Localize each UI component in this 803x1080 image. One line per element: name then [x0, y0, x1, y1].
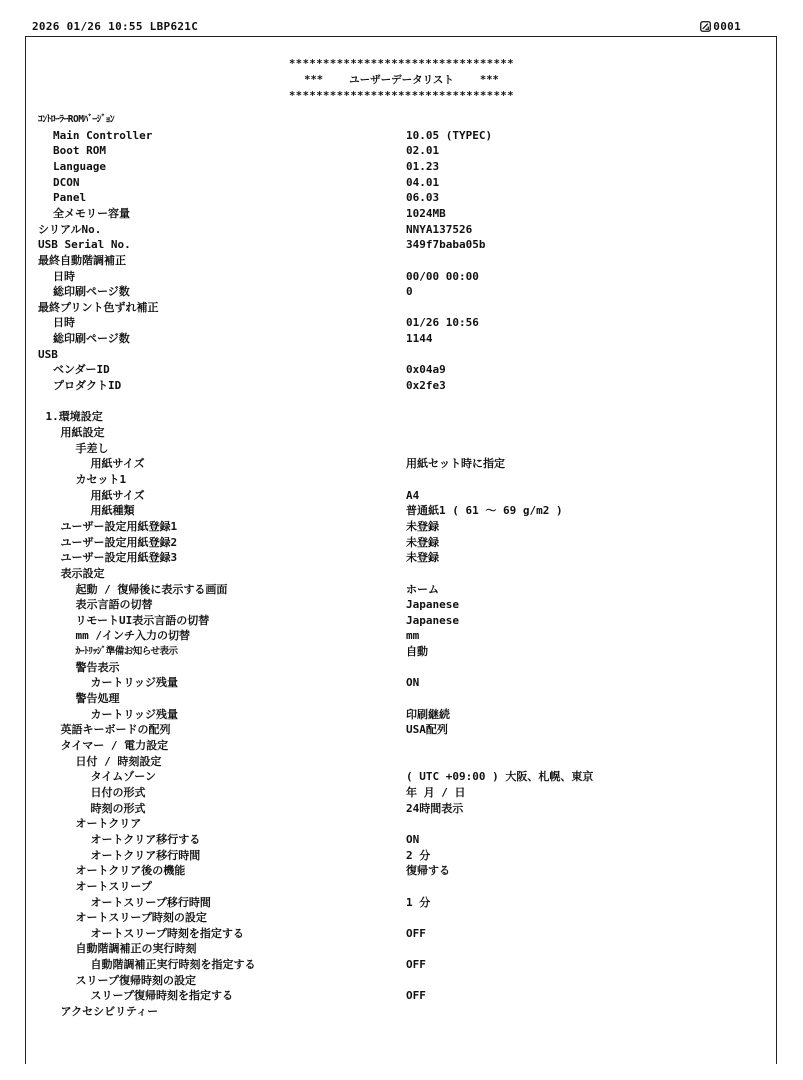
setting-label: オートスリープ移行時間	[90, 895, 211, 909]
setting-value: 24時間表示	[406, 801, 464, 815]
setting-value: 1 分	[406, 895, 431, 909]
setting-label: カートリッジ残量	[90, 676, 179, 690]
setting-row	[0, 331, 803, 347]
setting-label: ｺﾝﾄﾛｰﾗｰROMﾊﾞｰｼﾞｮﾝ	[38, 114, 115, 125]
setting-row	[0, 848, 803, 864]
setting-row	[0, 237, 803, 253]
setting-label: オートクリア後の機能	[75, 864, 186, 878]
setting-value: 349f7baba05b	[406, 238, 486, 252]
setting-label: DCON	[53, 175, 80, 189]
setting-label: 英語キーボードの配列	[60, 723, 171, 737]
setting-label: Panel	[53, 191, 87, 205]
setting-label: タイマー / 電力設定	[60, 739, 169, 752]
setting-value: ( UTC +09:00 ) 大阪、札幌、東京	[406, 770, 594, 784]
setting-row	[0, 957, 803, 973]
setting-label: 最終自動階調補正	[38, 253, 126, 267]
setting-row	[0, 409, 803, 425]
setting-label: Language	[53, 159, 106, 173]
setting-label: 日時	[53, 316, 75, 330]
setting-row	[0, 926, 803, 942]
setting-row	[0, 143, 803, 159]
report-header	[32, 20, 741, 36]
setting-value: 0x04a9	[406, 363, 446, 377]
setting-value: 0x2fe3	[406, 379, 446, 393]
setting-row	[0, 472, 803, 488]
setting-row	[0, 910, 803, 926]
setting-label: ユーザー設定用紙登録1	[60, 519, 178, 533]
setting-value: 1144	[406, 332, 433, 346]
setting-row	[0, 613, 803, 629]
print-datetime-model: 2026 01/26 10:55 LBP621C	[32, 20, 199, 33]
setting-value: OFF	[406, 926, 426, 940]
setting-row	[0, 973, 803, 989]
setting-label: 用紙種類	[90, 504, 135, 518]
setting-row	[0, 769, 803, 785]
setting-row	[0, 566, 803, 582]
setting-label: 用紙サイズ	[90, 488, 145, 502]
setting-value: A4	[406, 488, 420, 502]
setting-row	[0, 832, 803, 848]
setting-value: 未登録	[406, 535, 439, 549]
banner-stars-left: ***	[304, 74, 324, 86]
setting-label: シリアルNo.	[38, 222, 102, 236]
setting-value: 1024MB	[406, 206, 446, 220]
setting-label: 1.環境設定	[45, 410, 103, 424]
setting-row	[0, 816, 803, 832]
setting-value: 01.23	[406, 159, 440, 173]
setting-value: 01/26 10:56	[406, 316, 479, 330]
setting-label: 時刻の形式	[90, 801, 146, 815]
setting-value: OFF	[406, 958, 426, 972]
setting-row	[0, 895, 803, 911]
setting-row	[0, 175, 803, 191]
setting-label: オートスリープ	[75, 879, 152, 893]
setting-label: 警告表示	[75, 660, 120, 674]
setting-label: ベンダーID	[53, 363, 110, 377]
setting-value: ON	[406, 676, 420, 690]
setting-label: 最終プリント色ずれ補正	[38, 300, 159, 314]
setting-row	[0, 112, 803, 128]
setting-label: リモートUI表示言語の切替	[75, 613, 210, 627]
page-icon	[700, 21, 711, 32]
setting-row	[0, 269, 803, 285]
setting-label: 警告処理	[75, 692, 120, 706]
setting-label: スリープ復帰時刻を指定する	[90, 989, 233, 1003]
setting-row	[0, 488, 803, 504]
setting-label: オートクリア	[75, 817, 142, 831]
setting-row	[0, 300, 803, 316]
setting-row	[0, 347, 803, 363]
setting-value: 00/00 00:00	[406, 269, 479, 283]
banner-stars-top: *********************************	[288, 58, 515, 70]
banner-stars-right: ***	[479, 74, 499, 86]
setting-row	[0, 660, 803, 676]
setting-value: Japanese	[406, 598, 459, 612]
banner-title-line	[0, 72, 803, 88]
setting-label: 全メモリー容量	[53, 206, 130, 220]
setting-label: プロダクトID	[53, 379, 122, 393]
setting-row	[0, 456, 803, 472]
setting-row	[0, 394, 803, 410]
setting-row	[0, 941, 803, 957]
setting-label: 手差し	[75, 441, 109, 455]
setting-label: 日付の形式	[90, 785, 146, 799]
setting-label: オートスリープ時刻の設定	[75, 911, 207, 925]
setting-value: ホーム	[406, 582, 439, 596]
setting-value: 復帰する	[406, 864, 450, 878]
setting-row	[0, 707, 803, 723]
setting-label: 用紙設定	[60, 426, 105, 439]
setting-row	[0, 315, 803, 331]
setting-label: Boot ROM	[53, 144, 106, 158]
setting-row	[0, 597, 803, 613]
list-title-banner	[0, 56, 803, 104]
setting-value: Japanese	[406, 613, 459, 627]
setting-label: オートスリープ時刻を指定する	[90, 926, 244, 940]
setting-row	[0, 503, 803, 519]
setting-row	[0, 128, 803, 144]
setting-value: 用紙セット時に指定	[406, 457, 505, 471]
setting-label: オートクリア移行時間	[90, 848, 201, 862]
setting-value: 自動	[406, 645, 428, 659]
setting-value: 10.05 (TYPEC)	[406, 128, 493, 142]
setting-label: 用紙サイズ	[90, 457, 145, 471]
setting-label: ｶｰﾄﾘｯｼﾞ準備お知らせ表示	[75, 646, 178, 658]
setting-row	[0, 582, 803, 598]
page-number	[700, 20, 741, 33]
setting-value: ON	[406, 832, 420, 846]
setting-row	[0, 550, 803, 566]
setting-row	[0, 425, 803, 441]
setting-label: 表示設定	[60, 566, 105, 580]
setting-row	[0, 378, 803, 394]
setting-row	[0, 284, 803, 300]
setting-value: mm	[406, 629, 420, 643]
setting-row	[0, 644, 803, 660]
setting-label: カートリッジ残量	[90, 707, 179, 721]
banner-stars-bottom: *********************************	[288, 90, 515, 102]
setting-label: 総印刷ページ数	[53, 285, 130, 299]
setting-label: 自動階調補正実行時刻を指定する	[90, 958, 256, 972]
setting-label: 自動階調補正の実行時刻	[75, 942, 197, 956]
setting-label: アクセシビリティー	[60, 1005, 159, 1019]
setting-label: 日付 / 時刻設定	[75, 754, 162, 768]
setting-label: Main Controller	[53, 128, 153, 142]
setting-row	[0, 675, 803, 691]
setting-label: オートクリア移行する	[90, 832, 201, 846]
setting-label: スリープ復帰時刻の設定	[75, 973, 196, 987]
setting-value: 印刷継続	[406, 707, 450, 721]
setting-value: 04.01	[406, 175, 440, 189]
setting-row	[0, 801, 803, 817]
setting-value: 06.03	[406, 191, 440, 205]
setting-value: 普通紙1 ( 61 ～ 69 g/m2 )	[406, 504, 563, 518]
setting-label: USB	[38, 347, 58, 361]
setting-value: 2 分	[406, 848, 431, 862]
setting-row	[0, 441, 803, 457]
setting-row	[0, 691, 803, 707]
setting-label: 日時	[53, 269, 75, 283]
setting-row	[0, 628, 803, 644]
setting-value: 02.01	[406, 144, 440, 158]
setting-row	[0, 206, 803, 222]
setting-value: USA配列	[406, 723, 448, 737]
list-title: ユーザーデータリスト	[349, 74, 454, 86]
setting-label: ユーザー設定用紙登録3	[60, 551, 178, 565]
setting-label: USB Serial No.	[38, 238, 131, 252]
setting-label: mm /インチ入力の切替	[75, 629, 190, 643]
setting-value: 年 月 / 日	[406, 785, 466, 799]
page-number-text: 0001	[713, 20, 741, 33]
setting-row	[0, 535, 803, 551]
setting-row	[0, 785, 803, 801]
setting-row	[0, 519, 803, 535]
setting-value: 未登録	[406, 519, 439, 533]
setting-row	[0, 1004, 803, 1020]
setting-row	[0, 222, 803, 238]
setting-label: 総印刷ページ数	[53, 332, 130, 346]
setting-row	[0, 253, 803, 269]
setting-row	[0, 738, 803, 754]
setting-value: OFF	[406, 989, 426, 1003]
setting-row	[0, 988, 803, 1004]
setting-value: NNYA137526	[406, 222, 473, 236]
setting-row	[0, 863, 803, 879]
setting-row	[0, 879, 803, 895]
setting-value: 0	[406, 285, 413, 299]
setting-label: カセット1	[75, 472, 127, 486]
setting-label: タイムゾーン	[90, 770, 157, 784]
setting-label: 表示言語の切替	[75, 598, 153, 612]
setting-row	[0, 159, 803, 175]
setting-row	[0, 190, 803, 206]
setting-value: 未登録	[406, 551, 439, 565]
setting-label: 起動 / 復帰後に表示する画面	[75, 582, 228, 596]
setting-row	[0, 722, 803, 738]
setting-label: ユーザー設定用紙登録2	[60, 535, 178, 549]
setting-row	[0, 754, 803, 770]
setting-row	[0, 362, 803, 378]
